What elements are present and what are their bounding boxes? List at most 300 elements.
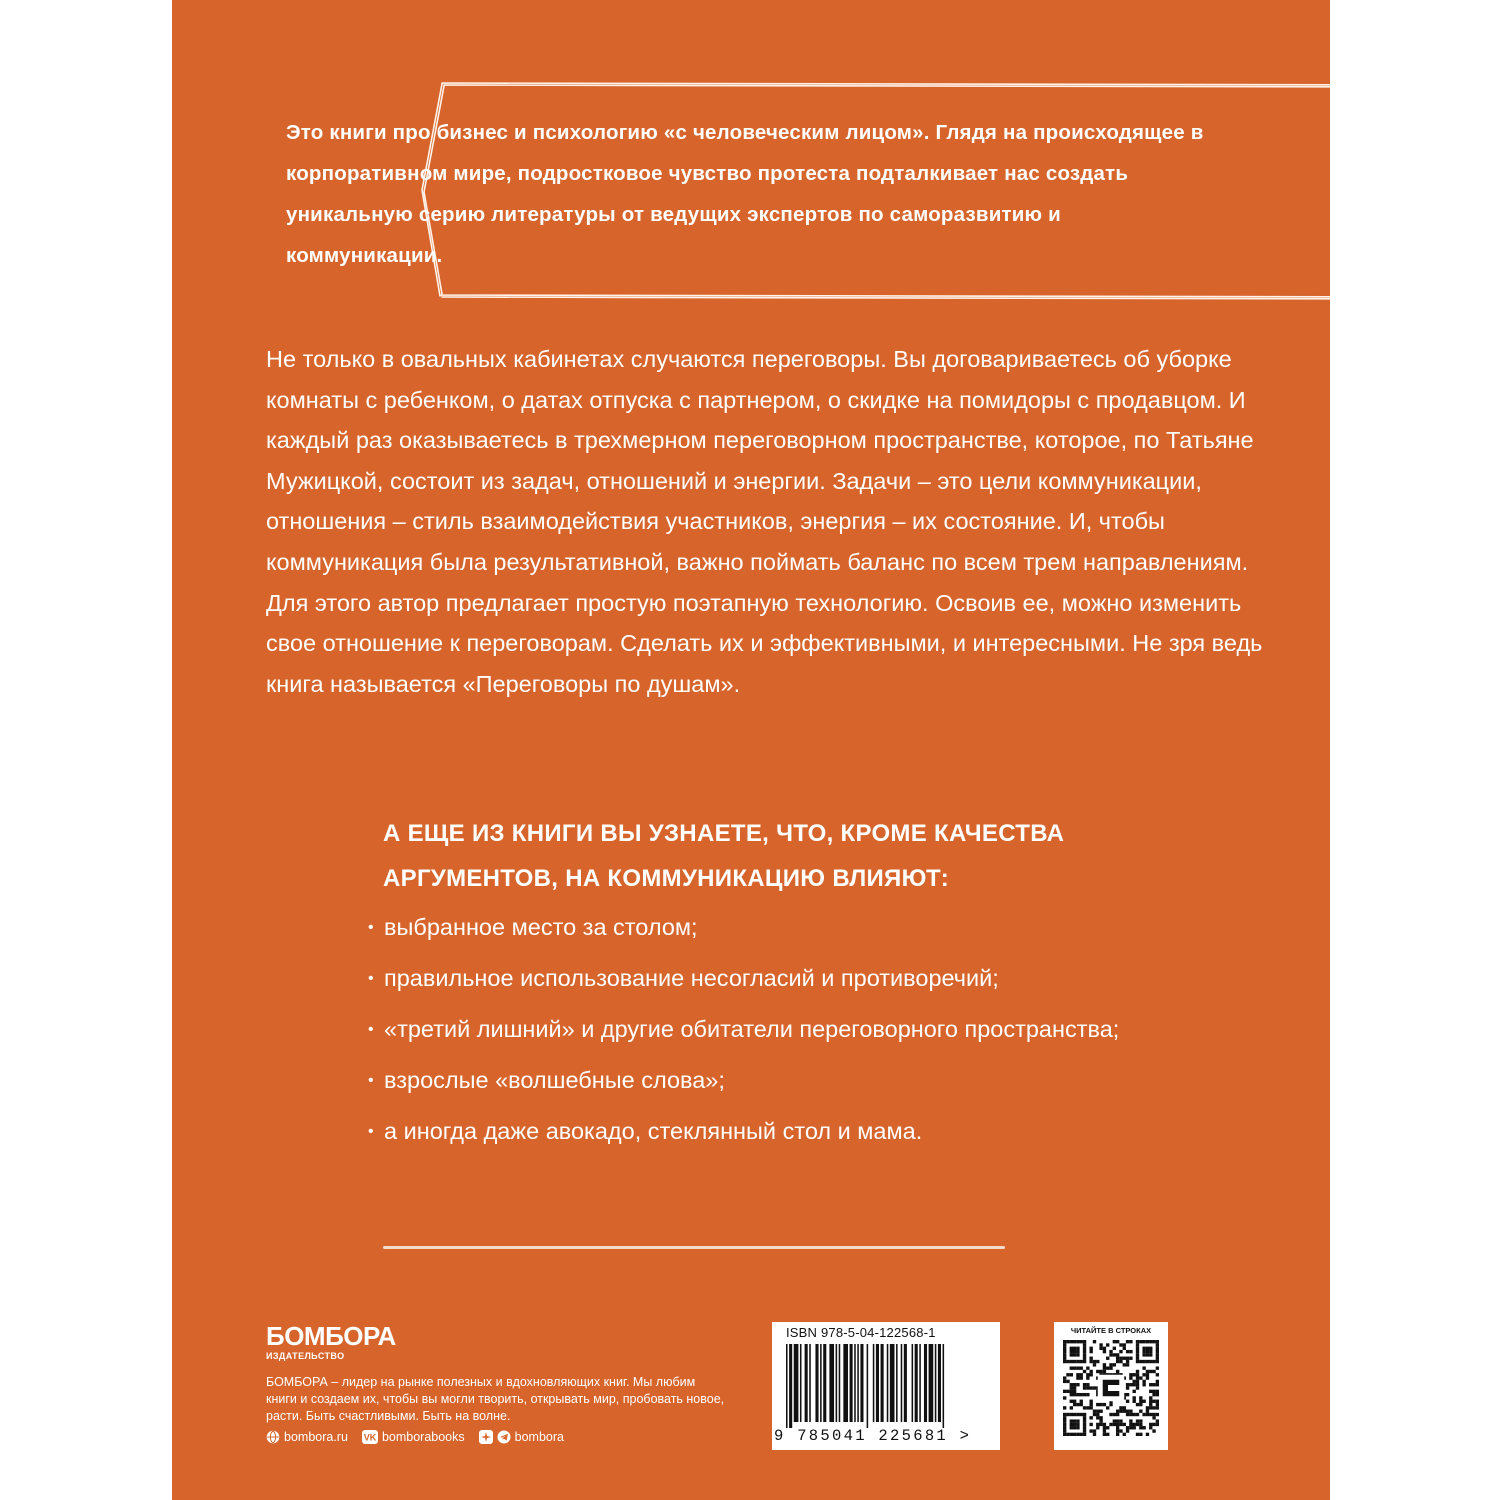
qr-module	[1113, 1347, 1116, 1350]
qr-module	[1116, 1433, 1119, 1436]
qr-module	[1063, 1380, 1066, 1383]
qr-module	[1113, 1340, 1116, 1343]
qr-module	[1136, 1357, 1139, 1360]
qr-module	[1149, 1340, 1152, 1343]
qr-module	[1083, 1423, 1086, 1426]
qr-module	[1146, 1340, 1149, 1343]
social-vk-label: bomborabooks	[381, 1430, 465, 1444]
qr-module	[1089, 1423, 1092, 1426]
qr-module	[1156, 1403, 1159, 1406]
qr-module	[1152, 1383, 1155, 1386]
qr-module	[1089, 1357, 1092, 1360]
qr-module	[1083, 1386, 1086, 1389]
barcode-bar	[800, 1344, 802, 1422]
qr-module	[1070, 1390, 1073, 1393]
qr-module	[1129, 1426, 1132, 1429]
qr-module	[1152, 1370, 1155, 1373]
qr-module	[1152, 1429, 1155, 1432]
qr-module	[1113, 1363, 1116, 1366]
qr-module	[1096, 1403, 1099, 1406]
barcode-bar	[887, 1344, 889, 1422]
qr-module	[1109, 1363, 1112, 1366]
qr-module	[1129, 1410, 1132, 1413]
svg-text:VK: VK	[363, 1432, 377, 1443]
list-item: • «третий лишний» и другие обитатели переговорного пространства;	[366, 1010, 1186, 1049]
qr-module	[1123, 1357, 1126, 1360]
qr-module	[1080, 1393, 1083, 1396]
qr-module	[1103, 1423, 1106, 1426]
qr-module	[1096, 1426, 1099, 1429]
qr-module	[1070, 1406, 1073, 1409]
qr-module	[1089, 1400, 1092, 1403]
qr-module	[1109, 1353, 1112, 1356]
qr-module	[1152, 1360, 1155, 1363]
qr-code-image[interactable]	[1063, 1340, 1159, 1436]
qr-module	[1070, 1360, 1073, 1363]
qr-module	[1076, 1366, 1079, 1369]
list-item: • взрослые «волшебные слова»;	[366, 1061, 1186, 1100]
qr-module	[1142, 1366, 1145, 1369]
qr-module	[1106, 1406, 1109, 1409]
qr-module	[1103, 1426, 1106, 1429]
qr-module	[1149, 1390, 1152, 1393]
qr-module	[1126, 1357, 1129, 1360]
qr-block	[1054, 1322, 1168, 1450]
qr-module	[1152, 1413, 1155, 1416]
qr-module	[1070, 1400, 1073, 1403]
qr-module	[1139, 1433, 1142, 1436]
qr-module	[1103, 1366, 1106, 1369]
qr-module	[1123, 1406, 1126, 1409]
qr-module	[1099, 1419, 1102, 1422]
barcode-bar	[935, 1344, 937, 1422]
qr-module	[1133, 1413, 1136, 1416]
qr-module	[1156, 1380, 1159, 1383]
qr-module	[1096, 1416, 1099, 1419]
qr-module	[1106, 1357, 1109, 1360]
qr-module	[1116, 1426, 1119, 1429]
barcode-bar	[912, 1344, 914, 1422]
qr-module	[1156, 1419, 1159, 1422]
qr-module	[1070, 1366, 1073, 1369]
qr-module	[1129, 1376, 1132, 1379]
qr-module	[1129, 1340, 1132, 1343]
qr-module	[1063, 1433, 1066, 1436]
qr-module	[1146, 1360, 1149, 1363]
qr-module	[1080, 1376, 1083, 1379]
qr-module	[1070, 1426, 1073, 1429]
qr-module	[1146, 1433, 1149, 1436]
qr-module	[1139, 1403, 1142, 1406]
qr-module	[1076, 1413, 1079, 1416]
barcode-bar	[867, 1344, 869, 1428]
qr-module	[1146, 1413, 1149, 1416]
barcode-bar	[789, 1344, 792, 1428]
qr-module	[1156, 1373, 1159, 1376]
barcode-bar	[809, 1344, 811, 1422]
qr-module	[1089, 1350, 1092, 1353]
social-site[interactable]	[266, 1430, 348, 1444]
social-messenger[interactable]	[479, 1430, 564, 1444]
qr-module	[1156, 1350, 1159, 1353]
qr-module	[1073, 1347, 1076, 1350]
qr-module	[1089, 1373, 1092, 1376]
qr-module	[1126, 1340, 1129, 1343]
qr-module	[1109, 1366, 1112, 1369]
qr-module	[1106, 1366, 1109, 1369]
qr-module	[1156, 1413, 1159, 1416]
qr-module	[1063, 1340, 1066, 1343]
qr-module	[1149, 1403, 1152, 1406]
qr-module	[1133, 1373, 1136, 1376]
qr-module	[1113, 1413, 1116, 1416]
publisher-logo: БОМБОРА	[266, 1321, 396, 1351]
qr-module	[1156, 1340, 1159, 1343]
qr-module	[1152, 1340, 1155, 1343]
list-item: • правильное использование несогласий и противоречий;	[366, 959, 1186, 998]
qr-module	[1080, 1400, 1083, 1403]
qr-module	[1063, 1347, 1066, 1350]
qr-module	[1142, 1373, 1145, 1376]
qr-module	[1119, 1419, 1122, 1422]
qr-module	[1142, 1353, 1145, 1356]
qr-module	[1099, 1416, 1102, 1419]
qr-module	[1136, 1423, 1139, 1426]
barcode-bar	[815, 1344, 818, 1422]
qr-module	[1119, 1343, 1122, 1346]
qr-module	[1063, 1376, 1066, 1379]
qr-module	[1066, 1433, 1069, 1436]
qr-module	[1083, 1413, 1086, 1416]
qr-module	[1149, 1370, 1152, 1373]
qr-module	[1113, 1419, 1116, 1422]
qr-module	[1116, 1410, 1119, 1413]
qr-module	[1076, 1426, 1079, 1429]
qr-module	[1063, 1357, 1066, 1360]
qr-module	[1149, 1406, 1152, 1409]
qr-module	[1076, 1393, 1079, 1396]
qr-module	[1129, 1373, 1132, 1376]
qr-module	[1126, 1413, 1129, 1416]
qr-module	[1063, 1390, 1066, 1393]
qr-module	[1146, 1373, 1149, 1376]
qr-module	[1099, 1410, 1102, 1413]
qr-center-badge	[1098, 1375, 1124, 1401]
qr-module	[1116, 1340, 1119, 1343]
qr-module	[1080, 1403, 1083, 1406]
qr-module	[1149, 1400, 1152, 1403]
qr-module	[1073, 1433, 1076, 1436]
qr-module	[1146, 1370, 1149, 1373]
barcode-bar	[919, 1344, 921, 1422]
qr-module	[1099, 1403, 1102, 1406]
qr-module	[1156, 1393, 1159, 1396]
qr-module	[1136, 1383, 1139, 1386]
qr-module	[1136, 1419, 1139, 1422]
learn-heading: А ЕЩЕ ИЗ КНИГИ ВЫ УЗНАЕТЕ, ЧТО, КРОМЕ КАЧЕСТВА АРГУМЕНТОВ, НА КОММУНИКАЦИЮ ВЛИЯЮТ:	[383, 820, 1065, 892]
qr-module	[1142, 1400, 1145, 1403]
barcode-bar	[924, 1344, 927, 1422]
qr-module	[1089, 1360, 1092, 1363]
qr-module	[1086, 1406, 1089, 1409]
qr-module	[1133, 1396, 1136, 1399]
qr-module	[1119, 1406, 1122, 1409]
qr-module	[1073, 1390, 1076, 1393]
qr-module	[1139, 1340, 1142, 1343]
barcode-bar	[857, 1344, 859, 1422]
qr-module	[1066, 1380, 1069, 1383]
qr-module	[1086, 1366, 1089, 1369]
qr-module	[1142, 1347, 1145, 1350]
qr-module	[1063, 1413, 1066, 1416]
dzen-icon	[479, 1430, 493, 1444]
barcode-bar	[896, 1344, 898, 1422]
qr-module	[1070, 1419, 1073, 1422]
qr-module	[1129, 1350, 1132, 1353]
qr-module	[1083, 1350, 1086, 1353]
qr-module	[1156, 1343, 1159, 1346]
barcode-bar	[836, 1344, 838, 1422]
qr-module	[1093, 1410, 1096, 1413]
qr-module	[1073, 1393, 1076, 1396]
qr-module	[1123, 1410, 1126, 1413]
social-links	[266, 1430, 578, 1444]
publisher-logo-subtitle: ИЗДАТЕЛЬСТВО	[266, 1351, 345, 1361]
qr-module	[1073, 1340, 1076, 1343]
isbn-number: ISBN 978-5-04-122568-1	[786, 1325, 936, 1340]
qr-module	[1136, 1353, 1139, 1356]
qr-module	[1136, 1386, 1139, 1389]
qr-module	[1156, 1347, 1159, 1350]
qr-module	[1146, 1376, 1149, 1379]
qr-module	[1089, 1403, 1092, 1406]
qr-module	[1103, 1350, 1106, 1353]
qr-module	[1136, 1360, 1139, 1363]
barcode-bar	[829, 1344, 834, 1422]
social-vk[interactable]	[362, 1430, 465, 1444]
qr-module	[1113, 1423, 1116, 1426]
qr-module	[1146, 1350, 1149, 1353]
qr-module	[1063, 1423, 1066, 1426]
qr-module	[1139, 1360, 1142, 1363]
qr-module	[1096, 1423, 1099, 1426]
qr-module	[1136, 1413, 1139, 1416]
qr-module	[1149, 1353, 1152, 1356]
barcode-bar	[890, 1344, 895, 1422]
qr-module	[1109, 1403, 1112, 1406]
barcode-bar	[904, 1344, 907, 1422]
qr-module	[1073, 1353, 1076, 1356]
barcode-bar	[881, 1344, 884, 1422]
qr-module	[1083, 1370, 1086, 1373]
qr-module	[1136, 1350, 1139, 1353]
qr-module	[1106, 1426, 1109, 1429]
qr-module	[1083, 1383, 1086, 1386]
qr-module	[1083, 1406, 1086, 1409]
qr-module	[1083, 1347, 1086, 1350]
qr-module	[1076, 1433, 1079, 1436]
barcode-bar	[854, 1344, 856, 1422]
qr-module	[1063, 1350, 1066, 1353]
qr-module	[1089, 1429, 1092, 1432]
barcode-bar	[823, 1344, 826, 1422]
qr-module	[1136, 1373, 1139, 1376]
qr-module	[1073, 1423, 1076, 1426]
qr-module	[1063, 1343, 1066, 1346]
qr-module	[1146, 1410, 1149, 1413]
qr-module	[1126, 1410, 1129, 1413]
barcode-image	[786, 1344, 982, 1428]
qr-module	[1080, 1373, 1083, 1376]
qr-module	[1083, 1357, 1086, 1360]
qr-module	[1063, 1360, 1066, 1363]
qr-module	[1126, 1426, 1129, 1429]
qr-module	[1126, 1400, 1129, 1403]
qr-module	[1139, 1400, 1142, 1403]
qr-module	[1076, 1403, 1079, 1406]
qr-module	[1123, 1433, 1126, 1436]
qr-module	[1076, 1423, 1079, 1426]
qr-module	[1139, 1410, 1142, 1413]
qr-module	[1089, 1370, 1092, 1373]
qr-module	[1136, 1340, 1139, 1343]
qr-module	[1063, 1353, 1066, 1356]
barcode-bar	[915, 1344, 918, 1422]
qr-module	[1129, 1419, 1132, 1422]
qr-module	[1119, 1429, 1122, 1432]
qr-module	[1119, 1357, 1122, 1360]
qr-module	[1142, 1383, 1145, 1386]
social-site-label: bombora.ru	[284, 1430, 348, 1444]
qr-module	[1133, 1423, 1136, 1426]
qr-module	[1103, 1433, 1106, 1436]
vk-icon	[362, 1430, 378, 1444]
qr-module	[1109, 1350, 1112, 1353]
qr-module	[1149, 1426, 1152, 1429]
barcode-bar	[876, 1344, 879, 1422]
qr-module	[1063, 1429, 1066, 1432]
barcode-bar	[805, 1344, 808, 1422]
qr-module	[1070, 1383, 1073, 1386]
qr-module	[1126, 1386, 1129, 1389]
qr-module	[1080, 1413, 1083, 1416]
qr-module	[1152, 1423, 1155, 1426]
barcode-bar	[794, 1344, 799, 1422]
qr-module	[1149, 1383, 1152, 1386]
learn-list	[366, 908, 1186, 1163]
qr-module	[1156, 1353, 1159, 1356]
qr-module	[1156, 1400, 1159, 1403]
qr-module	[1119, 1350, 1122, 1353]
qr-module	[1083, 1353, 1086, 1356]
qr-module	[1066, 1413, 1069, 1416]
qr-module	[1126, 1393, 1129, 1396]
qr-module	[1146, 1347, 1149, 1350]
qr-module	[1136, 1347, 1139, 1350]
qr-module	[1076, 1376, 1079, 1379]
barcode-bar	[820, 1344, 822, 1422]
qr-module	[1073, 1426, 1076, 1429]
qr-module	[1149, 1413, 1152, 1416]
qr-module	[1070, 1353, 1073, 1356]
isbn-barcode-block	[772, 1322, 1000, 1450]
qr-module	[1129, 1423, 1132, 1426]
qr-module	[1086, 1386, 1089, 1389]
qr-module	[1116, 1413, 1119, 1416]
qr-module	[1156, 1360, 1159, 1363]
qr-module	[1116, 1353, 1119, 1356]
qr-module	[1076, 1340, 1079, 1343]
qr-module	[1070, 1347, 1073, 1350]
qr-module	[1139, 1426, 1142, 1429]
qr-module	[1142, 1350, 1145, 1353]
qr-module	[1136, 1433, 1139, 1436]
qr-module	[1089, 1386, 1092, 1389]
qr-module	[1152, 1416, 1155, 1419]
qr-module	[1070, 1393, 1073, 1396]
qr-module	[1076, 1383, 1079, 1386]
qr-module	[1156, 1383, 1159, 1386]
qr-module	[1133, 1380, 1136, 1383]
qr-module	[1073, 1413, 1076, 1416]
qr-module	[1119, 1360, 1122, 1363]
qr-module	[1093, 1413, 1096, 1416]
qr-module	[1099, 1343, 1102, 1346]
qr-module	[1086, 1373, 1089, 1376]
barcode-bar	[901, 1344, 903, 1422]
qr-module	[1113, 1353, 1116, 1356]
qr-module	[1070, 1433, 1073, 1436]
qr-module	[1139, 1419, 1142, 1422]
qr-module	[1152, 1390, 1155, 1393]
qr-module	[1142, 1426, 1145, 1429]
qr-module	[1123, 1343, 1126, 1346]
series-intro: Это книги про бизнес и психологию «с человеческим лицом». Глядя на происходящее в корпоративном мире, подростковое чувство протеста подталкивает нас создать уникальную серию литературы от ведущих экспертов по саморазвитию и коммуникации.	[286, 121, 1204, 267]
qr-module	[1083, 1360, 1086, 1363]
qr-module	[1103, 1429, 1106, 1432]
qr-module	[1066, 1390, 1069, 1393]
qr-module	[1123, 1423, 1126, 1426]
qr-caption: ЧИТАЙТЕ В СТРОКАХ	[1070, 1326, 1152, 1335]
qr-module	[1126, 1363, 1129, 1366]
qr-module	[1133, 1400, 1136, 1403]
qr-module	[1073, 1386, 1076, 1389]
qr-module	[1076, 1353, 1079, 1356]
qr-module	[1086, 1383, 1089, 1386]
publisher-description: БОМБОРА – лидер на рынке полезных и вдохновляющих книг. Мы любим книги и создаем их, чтобы вы могли творить, открывать мир, пробовать новое, расти. Быть счастливыми. Быть на волне.	[266, 1375, 725, 1423]
qr-module	[1103, 1370, 1106, 1373]
qr-module	[1083, 1419, 1086, 1422]
qr-module	[1133, 1426, 1136, 1429]
qr-module	[1149, 1350, 1152, 1353]
qr-module	[1073, 1419, 1076, 1422]
qr-module	[1070, 1413, 1073, 1416]
qr-module	[1073, 1366, 1076, 1369]
barcode-bar	[786, 1344, 788, 1428]
qr-module	[1093, 1429, 1096, 1432]
qr-module	[1099, 1423, 1102, 1426]
globe-icon	[266, 1430, 280, 1444]
qr-module	[1129, 1383, 1132, 1386]
qr-module	[1093, 1360, 1096, 1363]
qr-module	[1126, 1360, 1129, 1363]
qr-module	[1066, 1340, 1069, 1343]
qr-module	[1083, 1340, 1086, 1343]
qr-module	[1099, 1370, 1102, 1373]
section-divider	[383, 1246, 1005, 1249]
qr-module	[1156, 1366, 1159, 1369]
qr-module	[1083, 1433, 1086, 1436]
